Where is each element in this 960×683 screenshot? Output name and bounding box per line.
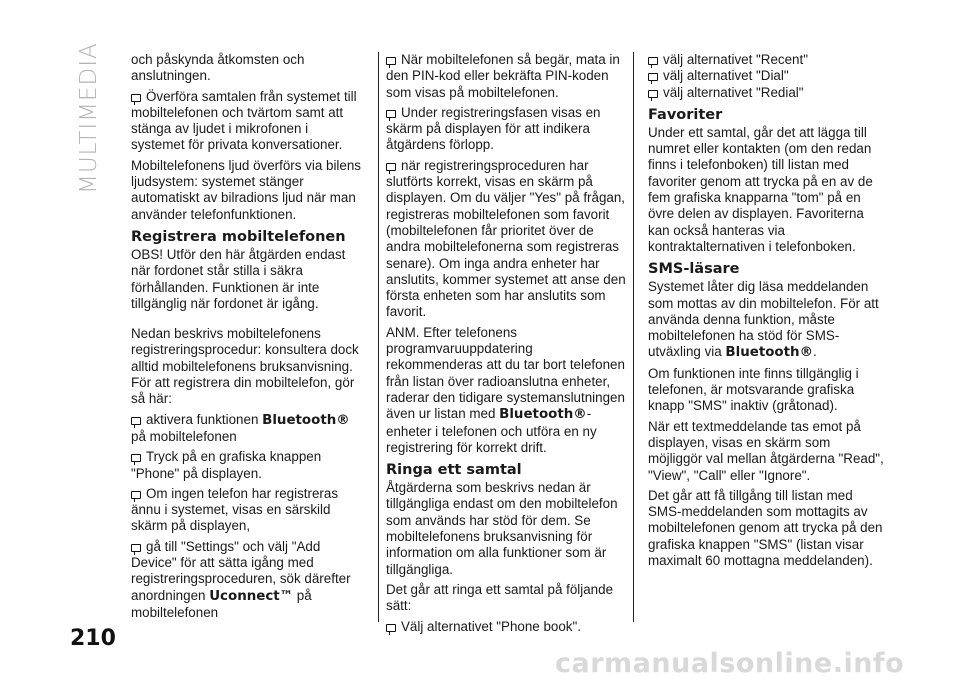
section-heading: Registrera mobiltelefonen bbox=[131, 228, 346, 245]
list-item-text: Under registreringsfasen visas en skärm på displayen för att indikera åtgärdens förlopp. bbox=[386, 104, 601, 153]
list-item bbox=[648, 68, 888, 84]
page-number: 210 bbox=[70, 626, 116, 651]
list-item bbox=[131, 449, 363, 482]
paragraph: Åtgärderna som beskrivs nedan är tillgängliga endast om den mobiltelefon som används har stöd för dem. Se mobiltelefonens bruksanvisning för information om alla funktioner som är tillgängliga. bbox=[386, 480, 618, 577]
bold-term: Bluetooth® bbox=[725, 345, 813, 361]
phone-bullet-icon bbox=[386, 624, 396, 632]
paragraph: Om funktionen inte finns tillgänglig i telefonen, är motsvarande grafiska knapp "SMS" inaktiv (gråtonad). bbox=[648, 365, 859, 414]
paragraph: OBS! Utför den här åtgärden endast när fordonet står stilla i säkra förhållanden. Funktionen är inte tillgänglig när fordonet är igång. bbox=[131, 246, 346, 311]
list-item-text: Överföra samtalen från systemet till mobiltelefonen och tvärtom samt att stänga av ljudet i mikrofonen i systemet för privata konversationer. bbox=[131, 88, 357, 153]
phone-bullet-icon bbox=[648, 57, 658, 65]
paragraph-text: Systemet låter dig läsa meddelanden som mottas av din mobiltelefon. För att använda denna funktion, måste mobiltelefonen ha stöd för SMS-utväxling via bbox=[648, 279, 879, 360]
list-item bbox=[131, 412, 363, 446]
column-3 bbox=[648, 52, 888, 573]
list-item bbox=[386, 105, 626, 154]
column-2 bbox=[386, 52, 626, 639]
bold-term: Bluetooth® bbox=[499, 407, 587, 423]
section-title: MULTIMEDIA bbox=[76, 42, 102, 194]
paragraph: När ett textmeddelande tas emot på displayen, visas en skärm som möjliggör val mellan åtgärderna "Read", "View", "Call" eller "Ignore". bbox=[648, 418, 884, 483]
list-item-text: på mobiltelefonen bbox=[131, 428, 237, 444]
list-item-text: Om ingen telefon har registreras ännu i systemet, visas en särskild skärm på displayen, bbox=[131, 485, 339, 534]
section-heading: Favoriter bbox=[648, 106, 723, 123]
list-item-text: aktivera funktionen bbox=[146, 411, 263, 427]
list-item bbox=[131, 486, 363, 535]
phone-bullet-icon bbox=[131, 417, 141, 425]
phone-bullet-icon bbox=[131, 544, 141, 552]
list-item-text: välj alternativet "Recent" bbox=[663, 52, 808, 67]
bold-term: Bluetooth® bbox=[262, 412, 350, 428]
list-item bbox=[386, 158, 626, 321]
phone-bullet-icon bbox=[131, 94, 141, 102]
list-item-text: välj alternativet "Dial" bbox=[663, 68, 789, 84]
column-divider bbox=[633, 52, 634, 622]
paragraph: Nedan beskrivs mobiltelefonens registreringsprocedur: konsultera dock alltid mobiltelefonens bruksanvisning. För att registrera din mobiltelefon, gör så här: bbox=[131, 326, 359, 407]
paragraph-text: . bbox=[812, 344, 817, 360]
list-item-text: Tryck på en grafiska knappen "Phone" på displayen. bbox=[131, 449, 322, 481]
phone-bullet-icon bbox=[131, 491, 141, 499]
list-item-text: när registreringsproceduren har slutförts korrekt, visas en skärm på displayen. Om du väljer "Yes" på frågan, registreras mobiltelefonen som favorit (mobiltelefonen får prioritet över de andra mobiltelefonerna som registreras senare). Om inga andra enheter har anslutits, kommer systemet att anse den första enheten som har anslutits som favorit. bbox=[386, 157, 626, 320]
paragraph-text: -enheter i telefonen och utföra en ny registrering för korrekt drift. bbox=[386, 406, 597, 455]
paragraph: Under ett samtal, går det att lägga till numret eller kontakten (om den redan finns i telefonboken) till listan med favoriter genom att trycka på en av de fem grafiska knapparna "tom" på en övre delen av displayen. Favoriterna kan också hanteras via kontraktalternativen i telefonboken. bbox=[648, 124, 873, 254]
list-item bbox=[131, 539, 363, 621]
list-item-text: När mobiltelefonen så begär, mata in den PIN-kod eller bekräfta PIN-koden som visas på mobiltelefonen. bbox=[386, 52, 620, 100]
column-divider bbox=[378, 52, 379, 622]
list-item-text: välj alternativet "Redial" bbox=[663, 84, 804, 100]
section-heading: Ringa ett samtal bbox=[386, 462, 522, 479]
phone-bullet-icon bbox=[386, 163, 396, 171]
list-item bbox=[648, 52, 888, 68]
section-heading: SMS-läsare bbox=[648, 261, 740, 278]
list-item bbox=[386, 619, 626, 635]
list-item bbox=[131, 89, 363, 154]
paragraph: Mobiltelefonens ljud överförs via bilens ljudsystem: systemet stänger automatiskt av bilradions ljud när man använder telefonfunktionen. bbox=[131, 157, 361, 222]
column-1 bbox=[131, 52, 363, 625]
phone-bullet-icon bbox=[386, 57, 396, 65]
paragraph: Det går att få tillgång till listan med SMS-meddelanden som mottagits av mobiltelefonen genom att trycka på den grafiska knappen "SMS" (listan visar maximalt 60 mottagna meddelanden). bbox=[648, 487, 883, 569]
phone-bullet-icon bbox=[131, 454, 141, 462]
watermark: carmanualsonline.info bbox=[555, 648, 905, 679]
paragraph: Det går att ringa ett samtal på följande sätt: bbox=[386, 581, 614, 614]
phone-bullet-icon bbox=[648, 73, 658, 81]
list-item-text: Välj alternativet "Phone book". bbox=[401, 618, 581, 634]
paragraph bbox=[386, 325, 626, 456]
list-item bbox=[648, 85, 888, 101]
paragraph-text: ANM. Efter telefonens programvaruuppdatering rekommenderas att du tar bort telefonen från listan över radioanslutna enheter, raderar den tidigare systemanslutningen även ur listan med bbox=[386, 324, 625, 422]
paragraph bbox=[648, 279, 888, 361]
list-item-text: på mobiltelefonen bbox=[131, 587, 312, 620]
list-item bbox=[386, 52, 626, 101]
phone-bullet-icon bbox=[386, 110, 396, 118]
paragraph: och påskynda åtkomsten och anslutningen. bbox=[131, 52, 305, 84]
phone-bullet-icon bbox=[648, 90, 658, 98]
bold-term: Uconnect™ bbox=[209, 588, 294, 604]
list-item-text: gå till "Settings" och välj "Add Device" för att sätta igång med registreringsproceduren, sök därefter anordningen bbox=[131, 538, 351, 603]
